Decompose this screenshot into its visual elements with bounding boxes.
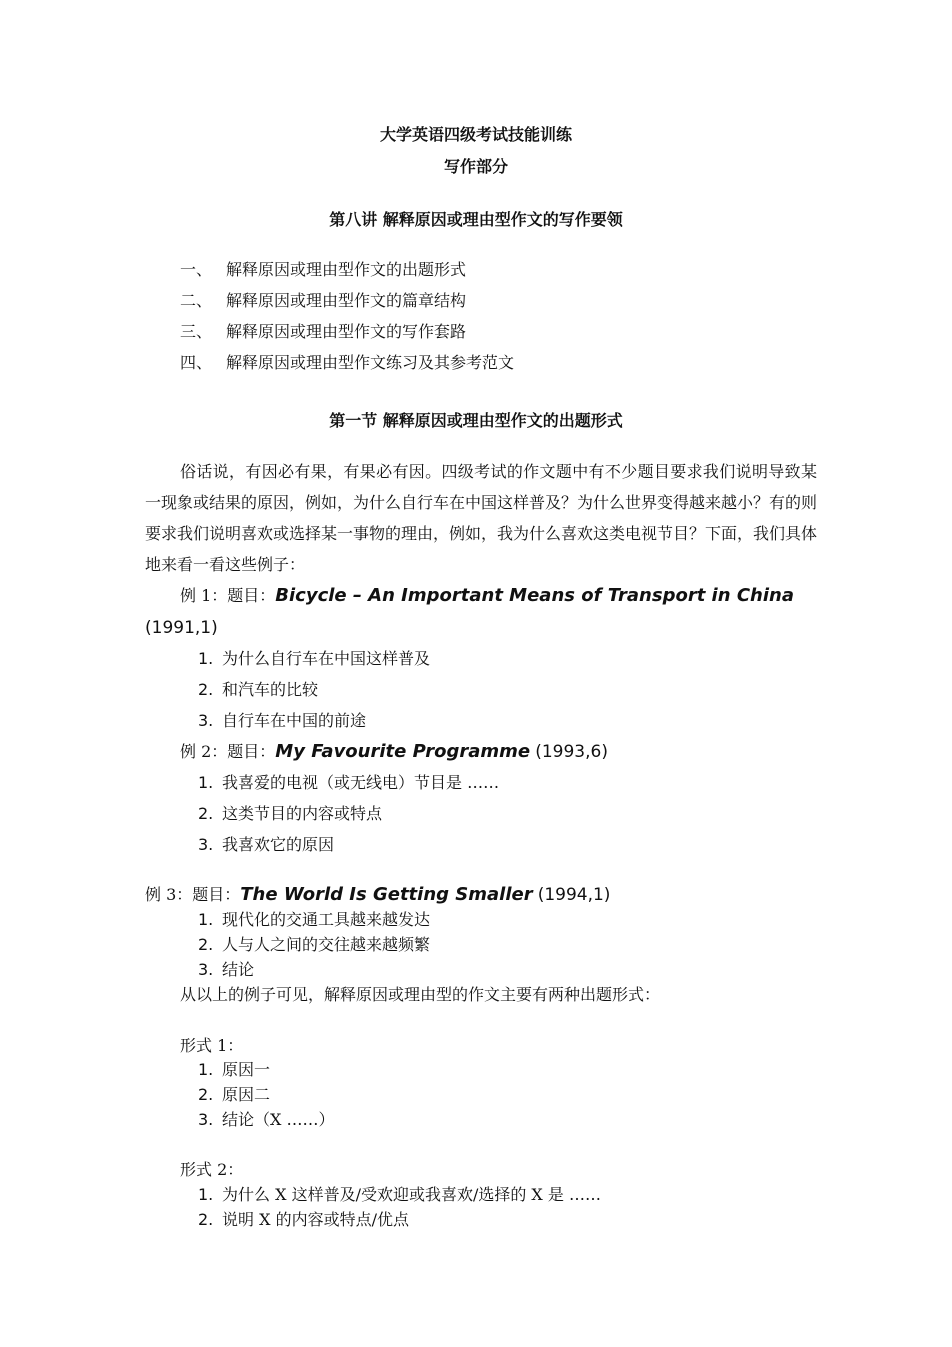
conclusion-text: 从以上的例子可见，解释原因或理由型的作文主要有两种出题形式： (180, 985, 661, 1004)
example-heading (180, 586, 794, 606)
point-text: 这类节目的内容或特点 (222, 804, 383, 823)
toc-number: 二、 (180, 291, 213, 310)
document-title: 大学英语四级考试技能训练 (379, 125, 572, 144)
toc-item (180, 353, 514, 373)
example-heading (180, 742, 608, 762)
point-text: 人与人之间的交往越来越频繁 (222, 935, 431, 954)
form-label: 形式 1： (180, 1036, 244, 1055)
point-number: 3. (198, 711, 214, 730)
form-label: 形式 2： (180, 1160, 244, 1179)
toc-number: 四、 (180, 353, 213, 372)
example-date: (1993,6) (535, 742, 608, 762)
point-number: 1. (198, 1060, 214, 1079)
point-number: 3. (198, 1110, 214, 1129)
toc-text: 解释原因或理由型作文练习及其参考范文 (226, 353, 515, 372)
form-point (198, 1060, 270, 1080)
example-point (198, 711, 366, 731)
example-label: 例 2：题目： (180, 742, 276, 761)
toc-item (180, 260, 466, 280)
example-date: (1994,1) (537, 885, 611, 905)
point-number: 2. (198, 680, 214, 699)
point-text: 为什么自行车在中国这样普及 (222, 649, 431, 668)
form-point (198, 1110, 334, 1130)
example-point (198, 910, 430, 930)
toc-text: 解释原因或理由型作文的篇章结构 (226, 291, 467, 310)
point-number: 1. (198, 773, 214, 792)
point-number: 2. (198, 935, 214, 954)
point-text: 我喜爱的电视（或无线电）节目是 …… (222, 773, 500, 792)
toc-item (180, 291, 466, 311)
point-number: 2. (198, 1210, 214, 1229)
point-number: 3. (198, 960, 214, 979)
point-text: 结论（X ……） (222, 1110, 335, 1129)
example-point (198, 804, 382, 824)
point-text: 我喜欢它的原因 (222, 835, 335, 854)
example-topic: My Favourite Programme (275, 741, 531, 762)
example-date: (1991,1) (145, 618, 218, 638)
point-number: 3. (198, 835, 214, 854)
toc-text: 解释原因或理由型作文的出题形式 (226, 260, 467, 279)
point-number: 2. (198, 804, 214, 823)
point-text: 为什么 X 这样普及/受欢迎或我喜欢/选择的 X 是 …… (222, 1185, 601, 1204)
point-text: 自行车在中国的前途 (222, 711, 367, 730)
example-topic: Bicycle – An Important Means of Transport in China (275, 585, 794, 606)
example-topic: The World Is Getting Smaller (240, 884, 533, 905)
point-text: 原因二 (222, 1085, 271, 1104)
point-text: 结论 (222, 960, 255, 979)
toc-number: 三、 (180, 322, 213, 341)
form-point (198, 1085, 270, 1105)
toc-text: 解释原因或理由型作文的写作套路 (226, 322, 467, 341)
form-point (198, 1210, 409, 1230)
intro-paragraph: 俗话说，有因必有果，有果必有因。四级考试的作文题中有不少题目要求我们说明导致某一现象或结果的原因，例如，为什么自行车在中国这样普及？为什么世界变得越来越小？有的则要求我们说明喜欢或选择某一事物的理由，例如，我为什么喜欢这类电视节目？下面，我们具体地来看一看这些例子： (145, 462, 818, 574)
example-label: 例 1：题目： (180, 586, 276, 605)
example-point (198, 649, 430, 669)
document-subtitle: 写作部分 (443, 157, 508, 176)
point-text: 现代化的交通工具越来越发达 (222, 910, 431, 929)
section-title: 第一节 解释原因或理由型作文的出题形式 (329, 411, 623, 430)
point-text: 说明 X 的内容或特点/优点 (222, 1210, 409, 1229)
example-point (198, 680, 318, 700)
example-point (198, 935, 430, 955)
point-text: 原因一 (222, 1060, 271, 1079)
lecture-title: 第八讲 解释原因或理由型作文的写作要领 (329, 210, 623, 229)
example-point (198, 773, 499, 793)
point-number: 2. (198, 1085, 214, 1104)
example-label: 例 3：题目： (145, 885, 241, 904)
example-point (198, 960, 254, 980)
point-number: 1. (198, 649, 214, 668)
point-text: 和汽车的比较 (222, 680, 319, 699)
point-number: 1. (198, 1185, 214, 1204)
form-point (198, 1185, 601, 1205)
point-number: 1. (198, 910, 214, 929)
toc-item (180, 322, 466, 342)
example-heading (145, 885, 610, 905)
toc-number: 一、 (180, 260, 213, 279)
example-point (198, 835, 334, 855)
